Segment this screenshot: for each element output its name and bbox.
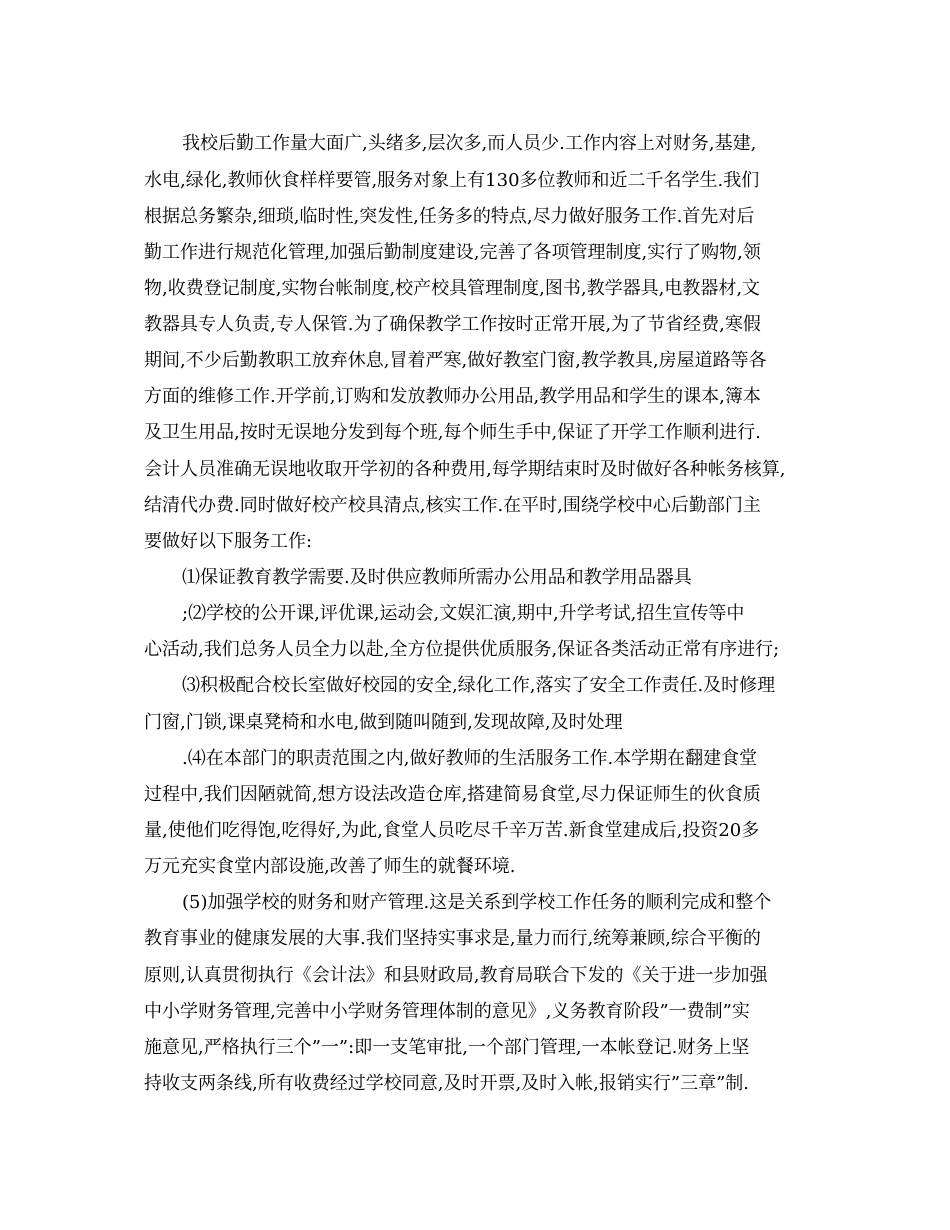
text-line: 水电,绿化,教师伙食样样要管,服务对象上有130多位教师和近二千名学生.我们 (144, 170, 760, 191)
text-line: 教器具专人负责,专人保管.为了确保教学工作按时正常开展,为了节省经费,寒假 (144, 314, 761, 335)
text-line: 万元充实食堂内部设施,改善了师生的就餐环境. (144, 856, 516, 877)
text-line: 中小学财务管理,完善中小学财务管理体制的意见》,义务教育阶段”一费制”实 (144, 1001, 750, 1022)
text-line: 心活动,我们总务人员全力以赴,全方位提供优质服务,保证各类活动正常有序进行; (144, 639, 780, 660)
text-line: (5)加强学校的财务和财产管理.这是关系到学校工作任务的顺利完成和整个 (182, 892, 772, 913)
text-line: 期间,不少后勤教职工放弃休息,冒着严寒,做好教室门窗,教学教具,房屋道路等各 (144, 350, 767, 371)
text-line: 原则,认真贯彻执行《会计法》和县财政局,教育局联合下发的《关于进一步加强 (144, 965, 768, 986)
text-line: 过程中,我们因陋就简,想方设法改造仓库,搭建简易食堂,尽力保证师生的伙食质 (144, 784, 761, 805)
text-line: 及卫生用品,按时无误地分发到每个班,每个师生手中,保证了开学工作顺利进行. (144, 422, 761, 443)
text-line: 门窗,门锁,课桌凳椅和水电,做到随叫随到,发现故障,及时处理 (144, 712, 623, 733)
text-line: 勤工作进行规范化管理,加强后勤制度建设,完善了各项管理制度,实行了购物,领 (144, 242, 761, 263)
text-line: 会计人员准确无误地收取开学初的各种费用,每学期结束时及时做好各种帐务核算, (144, 459, 786, 480)
text-line: 物,收费登记制度,实物台帐制度,校产校具管理制度,图书,教学器具,电教器材,文 (144, 278, 761, 299)
text-line: 根据总务繁杂,细琐,临时性,突发性,任务多的特点,尽力做好服务工作.首先对后 (144, 206, 755, 227)
text-line: 要做好以下服务工作: (144, 531, 313, 552)
text-line: 方面的维修工作.开学前,订购和发放教师办公用品,教学用品和学生的课本,簿本 (144, 386, 761, 407)
text-line: ⑴保证教育教学需要.及时供应教师所需办公用品和教学用品器具 (182, 567, 692, 588)
text-line: 我校后勤工作量大面广,头绪多,层次多,而人员少.工作内容上对财务,基建, (182, 133, 757, 154)
text-line: ⑶积极配合校长室做好校园的安全,绿化工作,落实了安全工作责任.及时修理 (182, 675, 776, 696)
text-line: 量,使他们吃得饱,吃得好,为此,食堂人员吃尽千辛万苦.新食堂建成后,投资20多 (144, 820, 760, 841)
text-line: ;⑵学校的公开课,评优课,运动会,文娱汇演,期中,升学考试,招生宣传等中 (182, 603, 745, 624)
text-line: 施意见,严格执行三个”一”:即一支笔审批,一个部门管理,一本帐登记.财务上坚 (144, 1037, 750, 1058)
text-line: 结清代办费.同时做好校产校具清点,核实工作.在平时,围绕学校中心后勤部门主 (144, 495, 761, 516)
text-line: 教育事业的健康发展的大事.我们坚持实事求是,量力而行,统筹兼顾,综合平衡的 (144, 928, 761, 949)
text-line: 持收支两条线,所有收费经过学校同意,及时开票,及时入帐,报销实行”三章”制. (144, 1073, 750, 1094)
text-line: .⑷在本部门的职责范围之内,做好教师的生活服务工作.本学期在翻建食堂 (182, 748, 758, 769)
